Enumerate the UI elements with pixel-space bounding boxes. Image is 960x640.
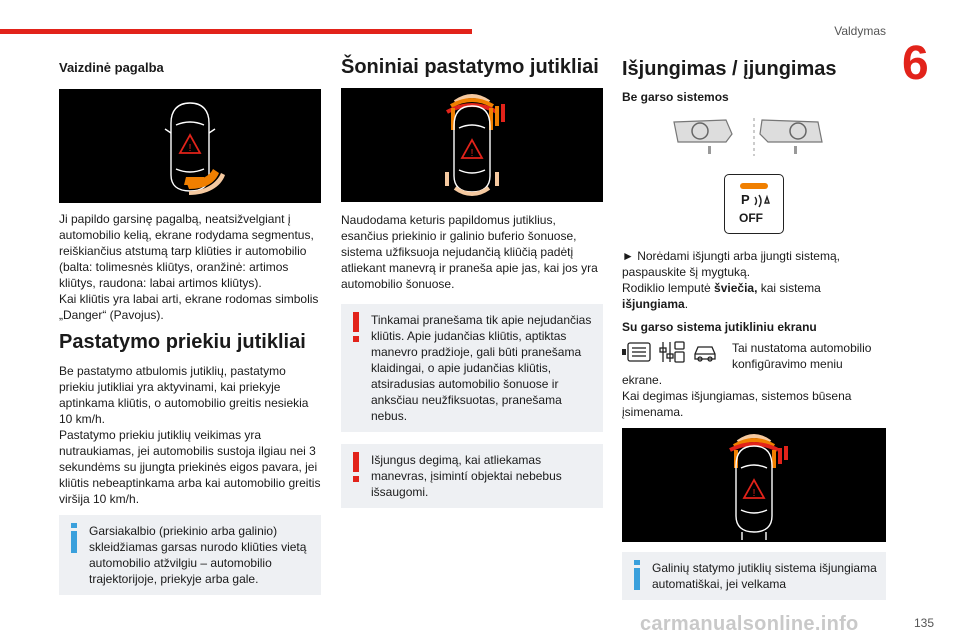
info-icon bbox=[69, 523, 79, 553]
screen-menu-icon bbox=[622, 341, 652, 363]
paragraph-press-button: ► Norėdami išjungti arba įjungti sistemą, paspauskite šį mygtuką. bbox=[622, 249, 840, 279]
dashboard-location-icon bbox=[622, 110, 886, 160]
info-note-towing-text: Galinių statymo jutiklių sistema išjungiama automatiškai, jei velkama bbox=[652, 561, 877, 591]
subheading-touchscreen: Su garso sistema jutikliniu ekranu bbox=[622, 320, 817, 334]
paragraph-side-sensors: Naudodama keturis papildomus jutiklius, esančius priekinio ir galinio buferio šonuose, sistema užfiksuoja nejudančią kliūčią padėtį atliekant manevrą ir praneša apie jas, kai jos yra automobilio šonuose. bbox=[341, 213, 598, 291]
info-note-towing bbox=[622, 552, 886, 600]
side-sensors-car-icon bbox=[341, 88, 603, 202]
menu-description: Tai nustatoma automobilio konfigūravimo meniu bbox=[732, 341, 872, 371]
parking-display-figure-2 bbox=[341, 88, 603, 202]
heading-front-sensors: Pastatymo priekiu jutikliai bbox=[59, 331, 306, 353]
info-note-speaker bbox=[59, 515, 321, 595]
warning-icon bbox=[351, 452, 361, 482]
page-number: 135 bbox=[913, 616, 934, 630]
paragraph-indicator: Rodiklio lemputė šviečia, kai sistema išjungiama. bbox=[622, 281, 821, 311]
section-title: Valdymas bbox=[834, 24, 886, 38]
warning-icon bbox=[351, 312, 361, 342]
info-note-text: Garsiakalbio (priekinio arba galinio) skleidžiamas garsas nurodo kliūties vietą automobilio atžvilgiu – automobilio trajektorijoje, priekyje arba gale. bbox=[89, 524, 307, 586]
heading-disable-enable: Išjungimas / įjungimas bbox=[622, 58, 837, 80]
warning-note-text-2: Išjungus degimą, kai atliekamas manevras, įsimintí objektai nebebus išsaugomi. bbox=[371, 453, 562, 499]
chapter-number: 6 bbox=[902, 37, 929, 90]
button-p-label: P bbox=[741, 192, 750, 207]
front-sensors-car-icon bbox=[622, 428, 886, 542]
subheading-no-audio: Be garso sistemos bbox=[622, 90, 729, 104]
indicator-led bbox=[740, 183, 768, 189]
info-icon bbox=[632, 560, 642, 590]
column-3 bbox=[622, 56, 886, 610]
menu-path-row bbox=[622, 340, 886, 372]
settings-sliders-icon bbox=[658, 340, 686, 364]
column-2 bbox=[341, 56, 603, 518]
paragraph-visual-aid-2: Kai kliūtis yra labai arti, ekrane rodomas simbolis „Danger“ (Pavojus). bbox=[59, 292, 319, 322]
parking-display-figure-3 bbox=[622, 428, 886, 542]
svg-text:!: ! bbox=[752, 488, 756, 499]
paragraph-state-memorized: Kai degimas išjungiamas, sistemos būsena įsimenama. bbox=[622, 389, 852, 419]
sensor-waves-icon bbox=[753, 193, 771, 209]
svg-text:!: ! bbox=[188, 143, 192, 154]
button-off-label: OFF bbox=[739, 211, 763, 225]
warning-note-moving-obstacles bbox=[341, 304, 603, 432]
warning-note-text-1: Tinkamai pranešama tik apie nejudančias kliūtis. Apie judančias kliūtis, aptiktas manevro pradžioje, gali būti pranešama klaidingai, o apie judančias kliūtis, atsiradusias automobilio šonuose ir anksčiau neužfiksuotas, pranešama nebus. bbox=[371, 313, 592, 423]
watermark: carmanualsonline.info bbox=[640, 613, 859, 635]
header-accent-bar bbox=[0, 29, 472, 34]
svg-text:!: ! bbox=[470, 148, 474, 159]
menu-path-icons bbox=[622, 340, 718, 364]
car-settings-icon bbox=[692, 342, 718, 362]
car-top-view-icon bbox=[59, 89, 321, 203]
heading-visual-aid: Vaizdinė pagalba bbox=[59, 60, 164, 75]
parking-display-figure-1 bbox=[59, 89, 321, 203]
column-1 bbox=[59, 56, 321, 605]
paragraph-front-sensors-1: Be pastatymo atbulomis jutiklių, pastatymo priekiu jutikliai yra aktyvinami, kai priekyje aptinkama kliūtis, o automobilio greitis nesiekia 10 km/h. bbox=[59, 364, 309, 426]
paragraph-visual-aid-1: Ji papildo garsinę pagalbą, neatsižvelgiant į automobilio kelią, ekrane rodydama segmentus, reiškiančius atstumą tarp kliūties ir automobilio (balta: tolimesnės kliūtys, oranžinė: artimos kliūtys, raudona: labai artimos kliūtys). bbox=[59, 212, 314, 290]
paragraph-front-sensors-2: Pastatymo priekiu jutiklių veikimas yra nutraukiamas, jei automobilis sustoja ilgiau nei 3 sekundėms su įjungta priekinės eigos pavara, jei kliūtis nebeaptinkama arba kai automobilio greitis viršija 10 km/h. bbox=[59, 428, 321, 506]
heading-side-sensors: Šoniniai pastatymo jutikliai bbox=[341, 56, 599, 78]
park-sensors-off-button[interactable] bbox=[724, 174, 784, 234]
warning-note-ignition bbox=[341, 444, 603, 508]
menu-description-cont: ekrane. bbox=[622, 373, 663, 387]
